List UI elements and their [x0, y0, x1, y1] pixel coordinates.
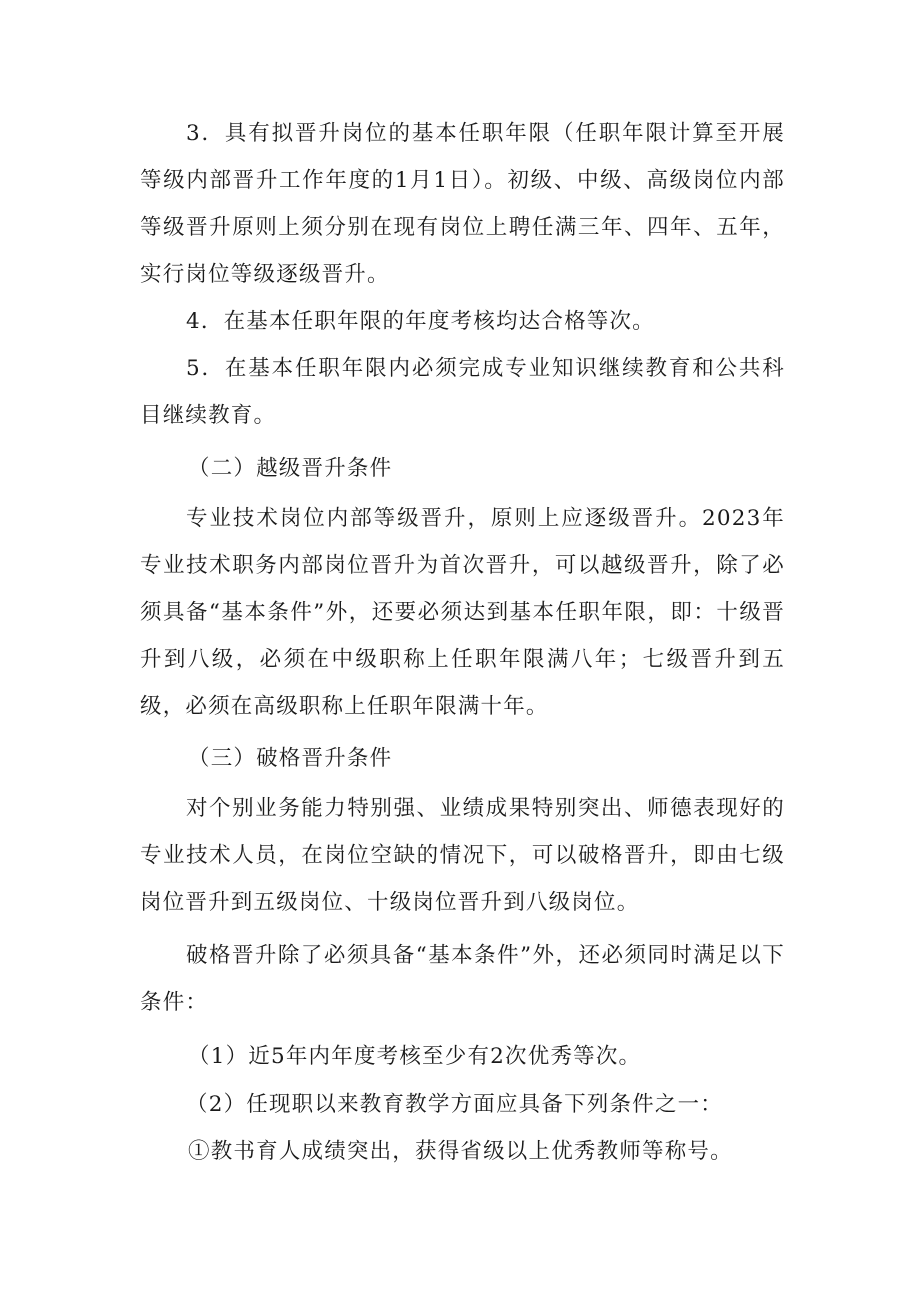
section-heading-exceptional: （三）破格晋升条件: [188, 746, 393, 771]
list-item-condition-1: （1）近5年内年度考核至少有2次优秀等次。: [188, 1044, 642, 1069]
paragraph-skip-level: 专业技术岗位内部等级晋升，原则上应逐级晋升。2023年专业技术职务内部岗位晋升为首次晋升，可以越级晋升，除了必须具备“基本条件”外，还要必须达到基本任职年限，即：十级晋升到八级，必须在中级职称上任职年限满八年；七级晋升到五级，必须在高级职称上任职年限满十年。: [140, 506, 785, 719]
paragraph-annual-assessment: 4．在基本任职年限的年度考核均达合格等次。: [186, 309, 655, 334]
paragraph-continuing-education: 5．在基本任职年限内必须完成专业知识继续教育和公共科目继续教育。: [140, 356, 785, 428]
paragraph-exceptional: 对个别业务能力特别强、业绩成果特别突出、师德表现好的专业技术人员，在岗位空缺的情况下，可以破格晋升，即由七级岗位晋升到五级岗位、十级岗位晋升到八级岗位。: [140, 796, 785, 915]
paragraph-basic-tenure: 3．具有拟晋升岗位的基本任职年限（任职年限计算至开展等级内部晋升工作年度的1月1日）。初级、中级、高级岗位内部等级晋升原则上须分别在现有岗位上聘任满三年、四年、五年，实行岗位等级逐级晋升。: [140, 121, 785, 287]
list-item-option-1: ①教书育人成绩突出，获得省级以上优秀教师等称号。: [188, 1139, 733, 1164]
list-item-condition-2: （2）任现职以来教育教学方面应具备下列条件之一：: [186, 1092, 723, 1117]
paragraph-exceptional-requirements: 破格晋升除了必须具备“基本条件”外，还必须同时满足以下条件：: [140, 943, 785, 1015]
section-heading-skip-level: （二）越级晋升条件: [188, 456, 393, 481]
